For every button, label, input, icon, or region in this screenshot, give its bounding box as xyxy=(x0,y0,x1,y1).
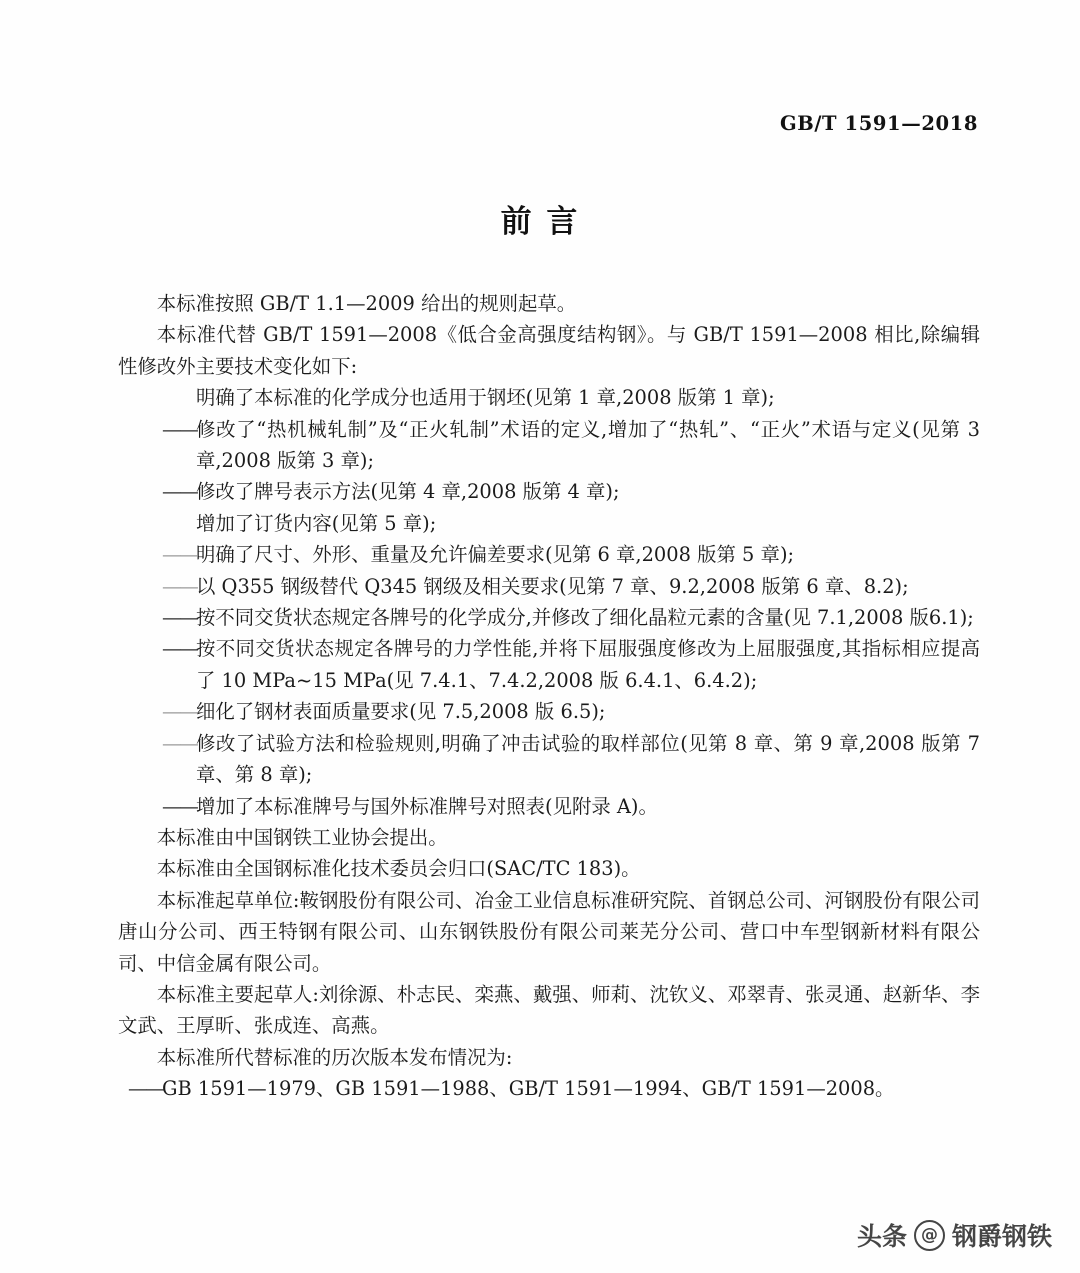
closing-paragraph: 本标准由全国钢标准化技术委员会归口(SAC/TC 183)。 xyxy=(156,857,641,881)
change-list-item-text: 细化了钢材表面质量要求(见 7.5,2008 版 6.5); xyxy=(196,700,606,724)
watermark xyxy=(857,1217,1052,1253)
change-list-item-text: 明确了本标准的化学成分也适用于钢坯(见第 1 章,2008 版第 1 章); xyxy=(196,386,775,410)
watermark-platform-label: 头条 xyxy=(856,1222,907,1251)
change-list-item xyxy=(118,602,980,633)
drafters-paragraph: 本标准主要起草人:刘徐源、朴志民、栾燕、戴强、师莉、沈钦义、邓翠青、张灵通、赵新华、李文武、王厚昕、张成连、高燕。 xyxy=(118,982,980,1038)
change-list-item-text: 按不同交货状态规定各牌号的化学成分,并修改了细化晶粒元素的含量(见 7.1,2008 版6.1); xyxy=(196,606,974,630)
em-dash-marker: —— xyxy=(162,574,197,598)
intro-paragraph: 本标准代替 GB/T 1591—2008《低合金高强度结构钢》。与 GB/T 1591—2008 相比,除编辑性修改外主要技术变化如下: xyxy=(118,323,980,378)
previous-versions-text: GB 1591—1979、GB 1591—1988、GB/T 1591—1994、GB/T 1591—2008。 xyxy=(162,1077,895,1101)
previous-versions-list xyxy=(118,1073,980,1104)
em-dash-marker: —— xyxy=(162,700,197,724)
page-title: 前 言 xyxy=(500,204,580,240)
change-list-item-text: 修改了试验方法和检验规则,明确了冲击试验的取样部位(见第 8 章、第 9 章,2008 版第 7 章、第 8 章); xyxy=(196,731,980,787)
change-list-item xyxy=(118,414,980,477)
em-dash-marker: —— xyxy=(162,606,197,630)
em-dash-marker: —— xyxy=(128,1077,163,1101)
at-symbol-icon: @ xyxy=(914,1220,945,1251)
change-list-item xyxy=(118,696,980,727)
watermark-account-label: 钢爵钢铁 xyxy=(951,1222,1052,1251)
em-dash-marker: —— xyxy=(162,543,197,567)
running-header-standard-code: GB/T 1591—2018 xyxy=(779,112,978,135)
foreword-body xyxy=(118,288,980,1105)
change-list-item xyxy=(118,791,980,822)
technical-changes-list xyxy=(118,382,980,822)
drafting-organizations-paragraph: 本标准起草单位:鞍钢股份有限公司、冶金工业信息标准研究院、首钢总公司、河钢股份有限公司唐山分公司、西王特钢有限公司、山东钢铁股份有限公司莱芜分公司、营口中车型钢新材料有限公司、中信金属有限公司。 xyxy=(118,888,980,975)
em-dash-marker: —— xyxy=(162,417,197,441)
change-list-item-text: 增加了订货内容(见第 5 章); xyxy=(196,511,437,535)
em-dash-marker: —— xyxy=(162,480,197,504)
em-dash-marker: —— xyxy=(162,731,197,755)
em-dash-marker: —— xyxy=(162,794,197,818)
change-list-item-text: 增加了本标准牌号与国外标准牌号对照表(见附录 A)。 xyxy=(196,794,658,818)
change-list-item xyxy=(118,728,980,791)
em-dash-marker: —— xyxy=(162,637,197,661)
change-list-item-text: 修改了牌号表示方法(见第 4 章,2008 版第 4 章); xyxy=(196,480,620,504)
closing-paragraph: 本标准所代替标准的历次版本发布情况为: xyxy=(156,1045,513,1069)
previous-versions-item xyxy=(118,1073,980,1104)
closing-paragraph: 本标准由中国钢铁工业协会提出。 xyxy=(156,825,448,849)
change-list-item-text: 按不同交货状态规定各牌号的力学性能,并将下屈服强度修改为上屈服强度,其指标相应提高了 10 MPa~15 MPa(见 7.4.1、7.4.2,2008 版 6.4.1、6.4.2); xyxy=(196,637,980,692)
change-list-item xyxy=(118,508,980,539)
intro-paragraph: 本标准按照 GB/T 1.1—2009 给出的规则起草。 xyxy=(156,292,577,315)
change-list-item xyxy=(118,633,980,696)
change-list-item xyxy=(118,539,980,570)
change-list-item xyxy=(118,382,980,413)
change-list-item xyxy=(118,476,980,507)
change-list-item-text: 修改了“热机械轧制”及“正火轧制”术语的定义,增加了“热轧”、“正火”术语与定义(见第 3 章,2008 版第 3 章); xyxy=(196,417,980,473)
change-list-item-text: 明确了尺寸、外形、重量及允许偏差要求(见第 6 章,2008 版第 5 章); xyxy=(196,543,795,567)
change-list-item-text: 以 Q355 钢级替代 Q345 钢级及相关要求(见第 7 章、9.2,2008 版第 6 章、8.2); xyxy=(196,574,909,598)
change-list-item xyxy=(118,571,980,602)
